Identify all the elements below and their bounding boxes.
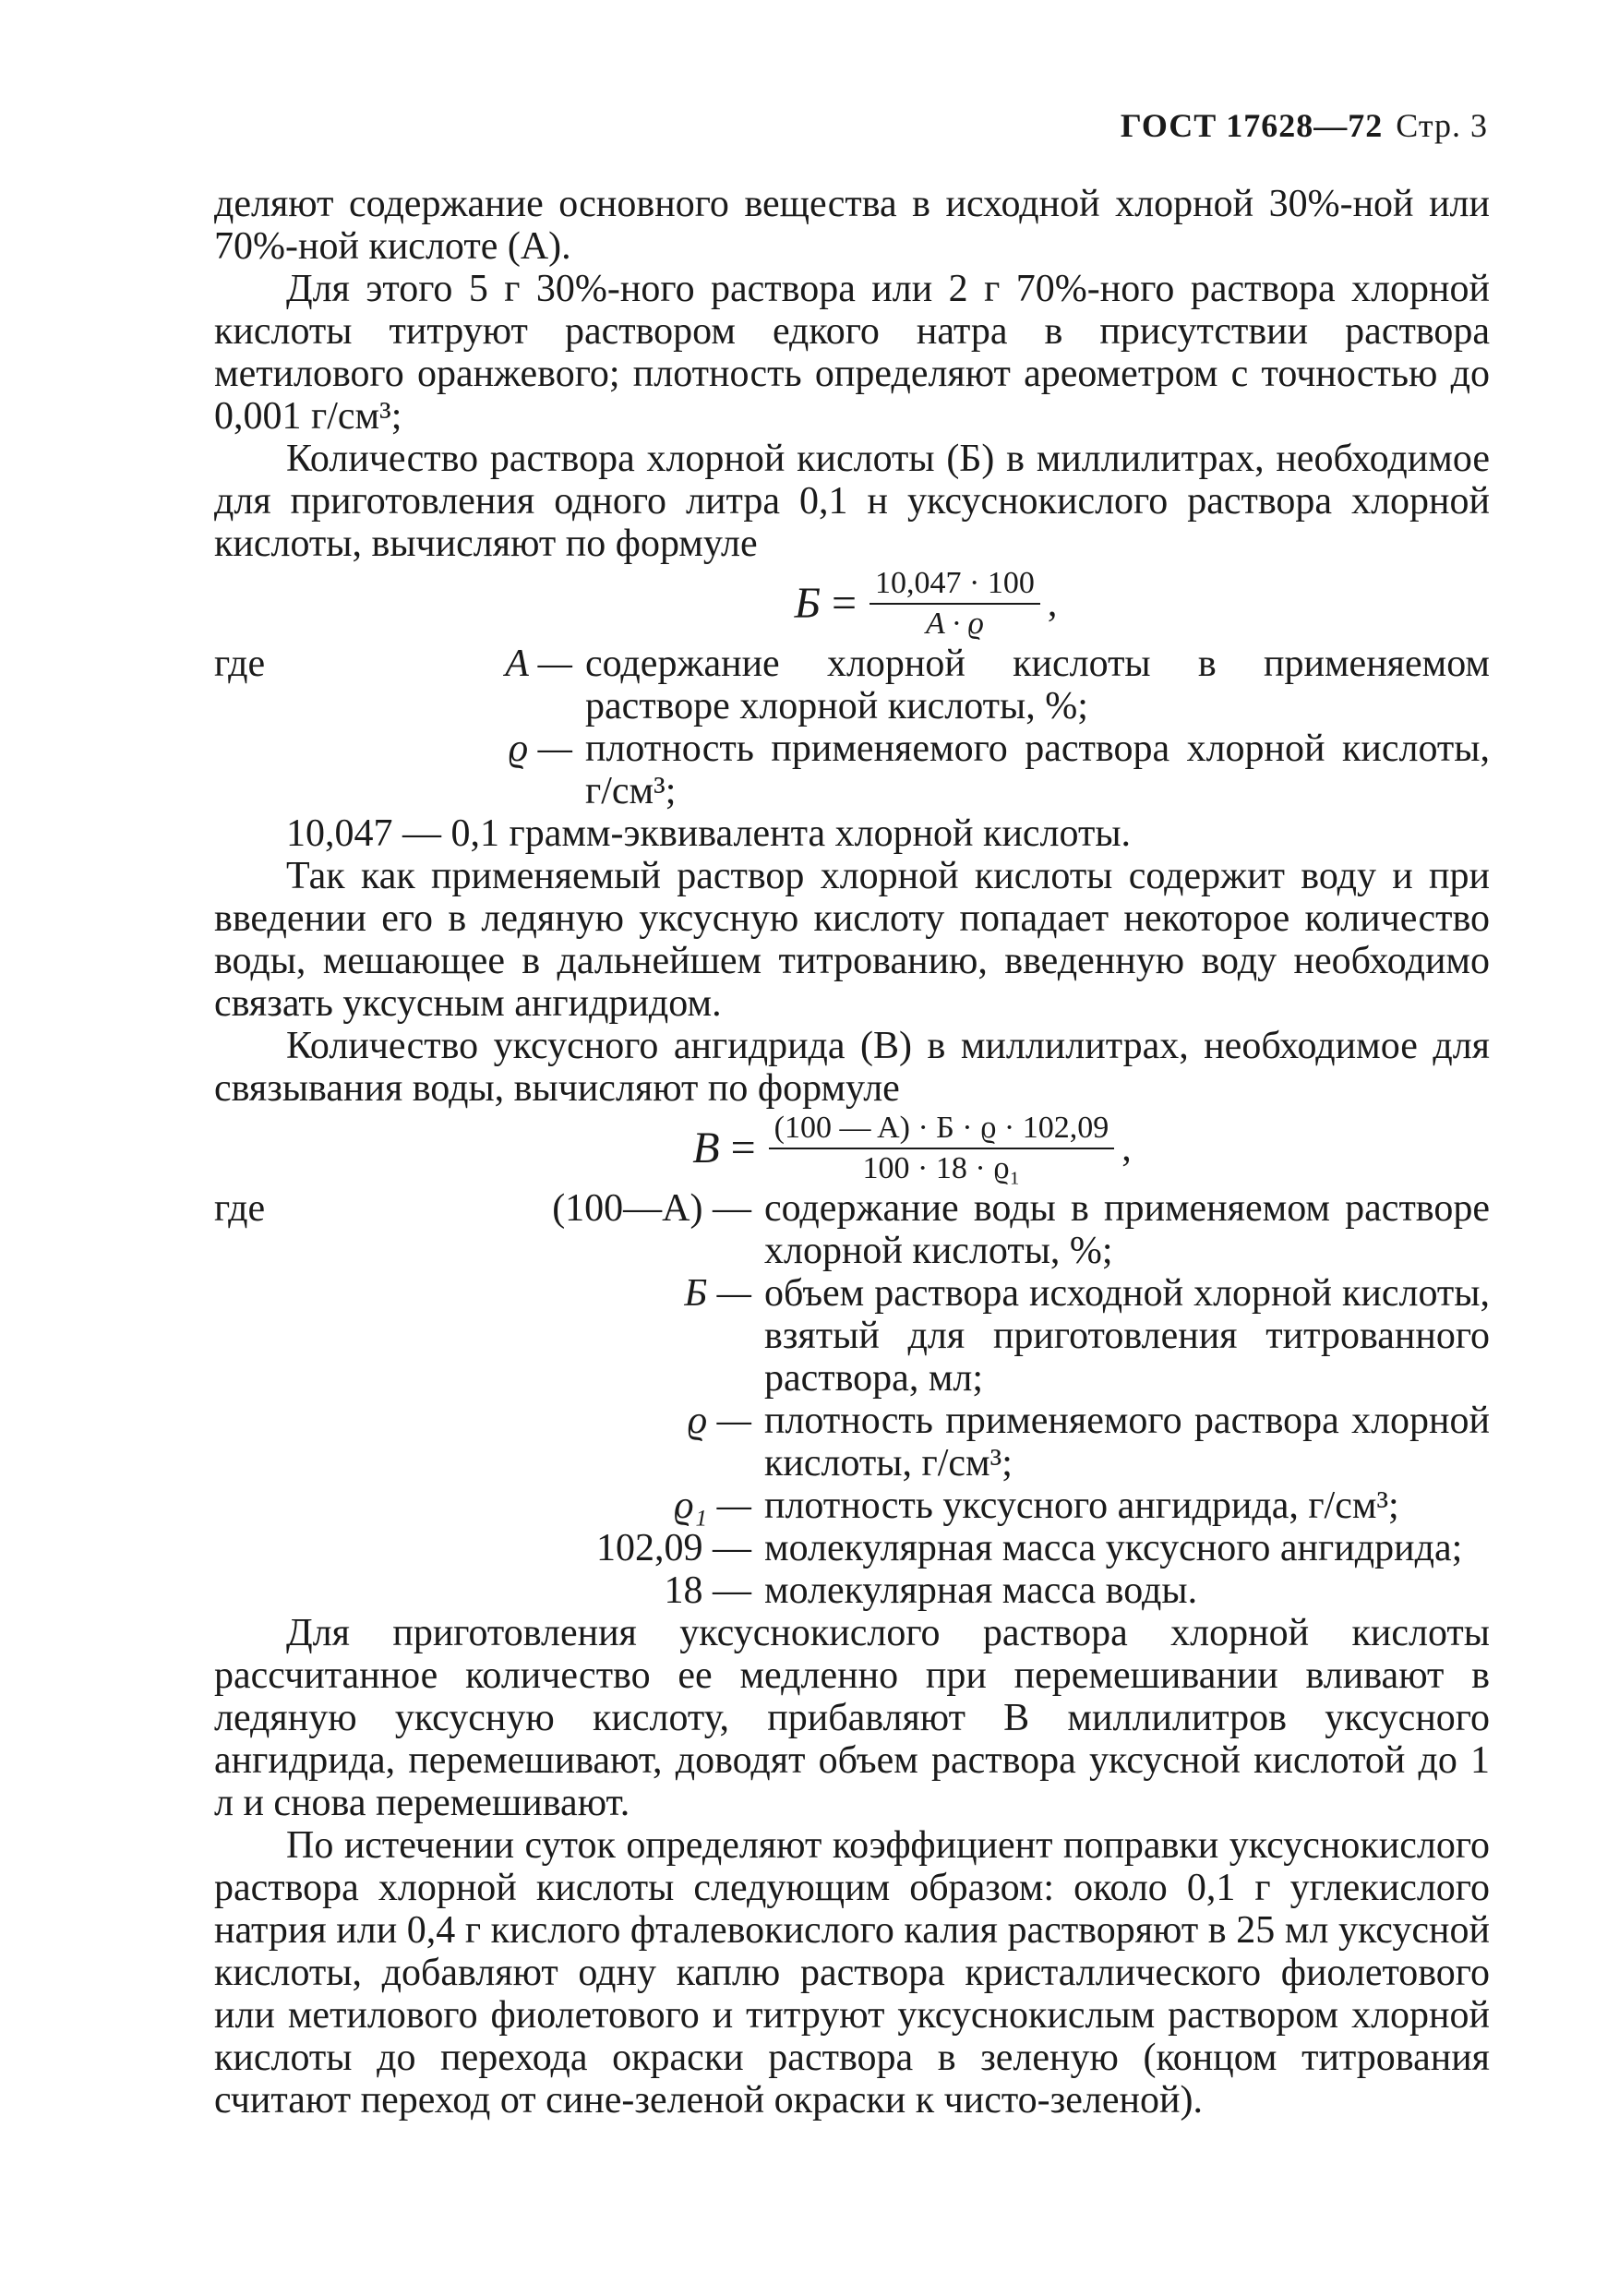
formula-lhs: В bbox=[692, 1124, 720, 1172]
formula-fraction bbox=[869, 566, 1040, 642]
definition-text: молекулярная масса уксусного ангидрида; bbox=[764, 1527, 1463, 1569]
paragraph-water-content: Так как применяемый раствор хлорной кислоты содержит воду и при введении его в ледяную уксусную кислоту попадает некоторое количество воды, мешающее в дальнейшем титрованию, введенную воду необходимо связать уксусным ангидридом. bbox=[214, 855, 1490, 1025]
definition-lead: где bbox=[214, 1187, 266, 1230]
formula-numerator: 10,047 · 100 bbox=[869, 566, 1040, 605]
formula-definitions bbox=[214, 643, 1490, 812]
page-header bbox=[1121, 106, 1488, 145]
formula-volume-b bbox=[362, 565, 1490, 643]
definition-symbol: ϱ — bbox=[687, 1400, 751, 1442]
definition-constant: 10,047 — 0,1 грамм-эквивалента хлорной кислоты. bbox=[286, 812, 1132, 855]
definition-lead bbox=[214, 727, 332, 812]
document-body bbox=[214, 183, 1490, 2122]
definition-lead bbox=[214, 1485, 306, 1527]
formula-trailing-comma: , bbox=[1047, 583, 1058, 625]
definition-text: плотность применяемого раствора хлорной кислоты, г/см³; bbox=[764, 1400, 1490, 1485]
formula-definitions bbox=[214, 1187, 1490, 1612]
definition-text: плотность применяемого раствора хлорной кислоты, г/см³; bbox=[585, 727, 1490, 812]
definition-text: содержание хлорной кислоты в применяемом растворе хлорной кислоты, %; bbox=[585, 643, 1490, 727]
paragraph-continuation: деляют содержание основного вещества в исходной хлорной 30%-ной или 70%-ной кислоте (А). bbox=[214, 183, 1490, 268]
formula-denominator: A · ϱ bbox=[925, 607, 984, 641]
definition-lead bbox=[214, 1569, 306, 1612]
definition-text: молекулярная масса воды. bbox=[764, 1569, 1198, 1612]
formula-denominator: 100 · 18 · ϱ₁ bbox=[862, 1151, 1021, 1185]
definition-symbol: (100—A) — bbox=[552, 1187, 751, 1230]
definition-text: содержание воды в применяемом растворе хлорной кислоты, %; bbox=[764, 1187, 1490, 1272]
paragraph-anhydride-formula-intro: Количество уксусного ангидрида (В) в миллилитрах, необходимое для связывания воды, вычисляют по формуле bbox=[214, 1025, 1490, 1110]
definition-symbol: A — bbox=[505, 643, 572, 685]
definition-symbol: Б — bbox=[684, 1272, 751, 1315]
formula-lhs: Б bbox=[794, 579, 821, 628]
paragraph-correction-factor: По истечении суток определяют коэффициент поправки уксуснокислого раствора хлорной кислоты следующим образом: около 0,1 г углекислого натрия или 0,4 г кислого фталевокислого калия растворяют в 25 мл уксусной кислоты, добавляют одну каплю раствора кристаллического фиолетового или метилового фиолетового и титруют уксуснокислым раствором хлорной кислоты до перехода окраски раствора в зеленую (концом титрования считают переход от сине-зеленой окраски к чисто-зеленой). bbox=[214, 1824, 1490, 2122]
paragraph-titration-method: Для этого 5 г 30%-ного раствора или 2 г 70%-ного раствора хлорной кислоты титруют раствором едкого натра в присутствии раствора метилового оранжевого; плотность определяют ареометром с точностью до 0,001 г/см³; bbox=[214, 268, 1490, 438]
standard-number: ГОСТ 17628—72 bbox=[1120, 107, 1384, 144]
definition-text: объем раствора исходной хлорной кислоты, взятый для приготовления титрованного раствора, мл; bbox=[764, 1272, 1490, 1400]
definition-text: плотность уксусного ангидрида, г/см³; bbox=[764, 1485, 1399, 1527]
definition-symbol: ϱ — bbox=[508, 727, 572, 770]
formula-equals: = bbox=[730, 1124, 756, 1172]
definition-symbol: ϱ₁ — bbox=[674, 1485, 751, 1527]
paragraph-preparation: Для приготовления уксуснокислого раствора хлорной кислоты рассчитанное количество ее медленно при перемешивании вливают в ледяную уксусную кислоту, прибавляют В миллилитров уксусного ангидрида, перемешивают, доводят объем раствора уксусной кислотой до 1 л и снова перемешивают. bbox=[214, 1612, 1490, 1824]
definition-lead bbox=[214, 1400, 306, 1485]
page-number: Стр. 3 bbox=[1396, 107, 1488, 144]
definition-lead bbox=[214, 1272, 306, 1400]
formula-volume-v bbox=[334, 1110, 1490, 1187]
formula-equals: = bbox=[831, 579, 857, 628]
definition-lead: где bbox=[214, 643, 266, 685]
formula-trailing-comma: , bbox=[1121, 1127, 1132, 1170]
formula-fraction bbox=[769, 1111, 1115, 1186]
definition-symbol: 18 — bbox=[664, 1569, 751, 1612]
formula-numerator: (100 — A) · Б · ϱ · 102,09 bbox=[769, 1111, 1115, 1149]
paragraph-volume-formula-intro: Количество раствора хлорной кислоты (Б) в миллилитрах, необходимое для приготовления одного литра 0,1 н уксуснокислого раствора хлорной кислоты, вычисляют по формуле bbox=[214, 438, 1490, 565]
definition-symbol: 102,09 — bbox=[596, 1527, 751, 1569]
definition-lead bbox=[214, 1527, 306, 1569]
